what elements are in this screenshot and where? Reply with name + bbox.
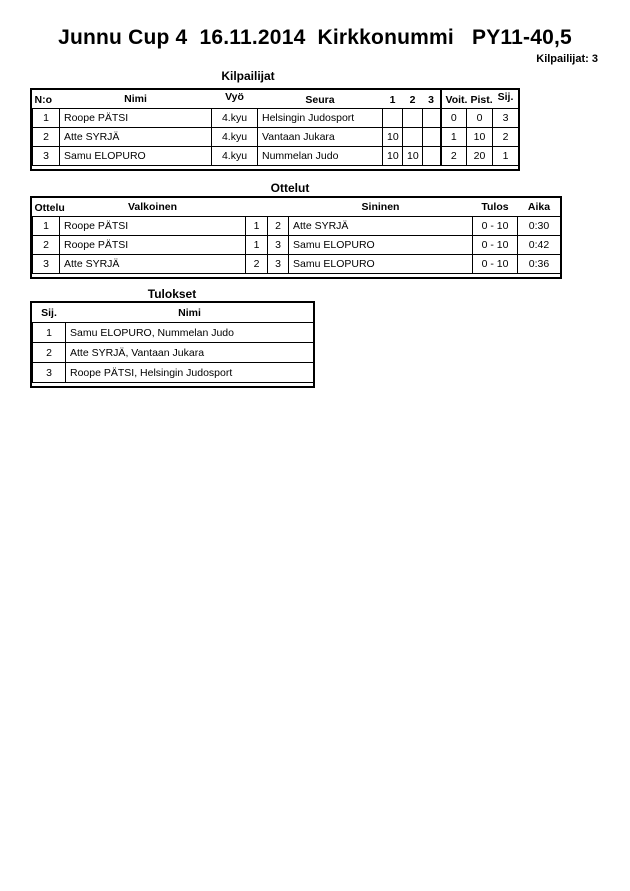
competitors-count: Kilpailijat: 3	[536, 53, 598, 65]
section-title-tulokset: Tulokset	[147, 287, 197, 301]
cell-nimi: Atte SYRJÄ, Vantaan Jukara	[66, 343, 314, 363]
cell-sij: 3	[33, 363, 66, 383]
cell-match-no: 2	[33, 236, 60, 255]
cell-sij: 2	[493, 128, 519, 147]
cell-sij: 3	[493, 109, 519, 128]
cell-round3	[423, 147, 441, 166]
cell-bnum: 3	[268, 255, 289, 274]
kilpailijat-header-row	[33, 90, 519, 109]
cell-round2	[403, 128, 423, 147]
col-header-no: N:o	[33, 91, 60, 110]
ottelut-table	[30, 196, 562, 279]
col-header-round1: 1	[383, 91, 403, 110]
cell-vyo: 4.kyu	[212, 109, 258, 128]
col-header-sij: Sij.	[493, 88, 519, 107]
col-header-tulos: Tulos	[473, 198, 518, 217]
cell-nimi: Roope PÄTSI	[60, 109, 212, 128]
col-header-valkoinen: Valkoinen	[60, 198, 246, 217]
col-header-sij: Sij.	[33, 303, 66, 323]
table-row	[33, 323, 314, 343]
table-row	[33, 147, 519, 166]
section-title-kilpailijat: Kilpailijat	[221, 69, 275, 83]
cell-aika: 0:42	[518, 236, 561, 255]
table-row	[33, 255, 561, 274]
cell-bnum: 2	[268, 217, 289, 236]
cell-no: 1	[33, 109, 60, 128]
table-row	[33, 217, 561, 236]
cell-sininen: Atte SYRJÄ	[289, 217, 473, 236]
kilpailijat-table	[30, 88, 520, 171]
cell-voit: 0	[441, 109, 467, 128]
ottelut-header-row	[33, 198, 561, 217]
table-row	[33, 128, 519, 147]
page-title: Junnu Cup 4 16.11.2014 Kirkkonummi PY11-40,5	[58, 26, 572, 49]
col-header-ottelu: Ottelu	[33, 199, 60, 218]
cell-sij: 2	[33, 343, 66, 363]
cell-vyo: 4.kyu	[212, 147, 258, 166]
cell-seura: Vantaan Jukara	[258, 128, 383, 147]
table-row	[33, 236, 561, 255]
col-header-round2: 2	[403, 91, 423, 110]
col-header-voit: Voit.	[441, 91, 467, 110]
cell-no: 2	[33, 128, 60, 147]
cell-valkoinen: Roope PÄTSI	[60, 217, 246, 236]
cell-voit: 2	[441, 147, 467, 166]
cell-nimi: Samu ELOPURO	[60, 147, 212, 166]
cell-valkoinen: Roope PÄTSI	[60, 236, 246, 255]
cell-wnum: 2	[246, 255, 268, 274]
cell-voit: 1	[441, 128, 467, 147]
cell-round2: 10	[403, 147, 423, 166]
cell-sininen: Samu ELOPURO	[289, 255, 473, 274]
cell-bnum: 3	[268, 236, 289, 255]
col-header-pist: Pist.	[467, 91, 493, 110]
col-header-wnum	[246, 198, 268, 217]
col-header-vyo: Vyö	[212, 88, 258, 107]
cell-aika: 0:30	[518, 217, 561, 236]
table-row	[33, 363, 314, 383]
cell-seura: Helsingin Judosport	[258, 109, 383, 128]
cell-pist: 10	[467, 128, 493, 147]
cell-tulos: 0 - 10	[473, 255, 518, 274]
col-header-sininen: Sininen	[289, 198, 473, 217]
cell-nimi: Atte SYRJÄ	[60, 128, 212, 147]
tulokset-table	[30, 301, 315, 388]
cell-sij: 1	[33, 323, 66, 343]
cell-no: 3	[33, 147, 60, 166]
cell-pist: 0	[467, 109, 493, 128]
cell-seura: Nummelan Judo	[258, 147, 383, 166]
cell-nimi: Samu ELOPURO, Nummelan Judo	[66, 323, 314, 343]
cell-round1: 10	[383, 128, 403, 147]
cell-tulos: 0 - 10	[473, 217, 518, 236]
cell-sij: 1	[493, 147, 519, 166]
cell-wnum: 1	[246, 236, 268, 255]
cell-pist: 20	[467, 147, 493, 166]
table-row	[33, 109, 519, 128]
cell-tulos: 0 - 10	[473, 236, 518, 255]
table-row	[33, 343, 314, 363]
cell-round3	[423, 109, 441, 128]
cell-match-no: 1	[33, 217, 60, 236]
col-header-round3: 3	[423, 91, 441, 110]
cell-aika: 0:36	[518, 255, 561, 274]
col-header-seura: Seura	[258, 91, 383, 110]
cell-valkoinen: Atte SYRJÄ	[60, 255, 246, 274]
cell-round3	[423, 128, 441, 147]
cell-round1	[383, 109, 403, 128]
section-title-ottelut: Ottelut	[270, 181, 310, 195]
col-header-aika: Aika	[518, 198, 561, 217]
col-header-bnum	[268, 198, 289, 217]
cell-wnum: 1	[246, 217, 268, 236]
cell-round2	[403, 109, 423, 128]
cell-match-no: 3	[33, 255, 60, 274]
tulokset-header-row	[33, 303, 314, 323]
cell-round1: 10	[383, 147, 403, 166]
cell-sininen: Samu ELOPURO	[289, 236, 473, 255]
cell-nimi: Roope PÄTSI, Helsingin Judosport	[66, 363, 314, 383]
col-header-nimi: Nimi	[60, 90, 212, 109]
col-header-nimi: Nimi	[66, 303, 314, 323]
cell-vyo: 4.kyu	[212, 128, 258, 147]
